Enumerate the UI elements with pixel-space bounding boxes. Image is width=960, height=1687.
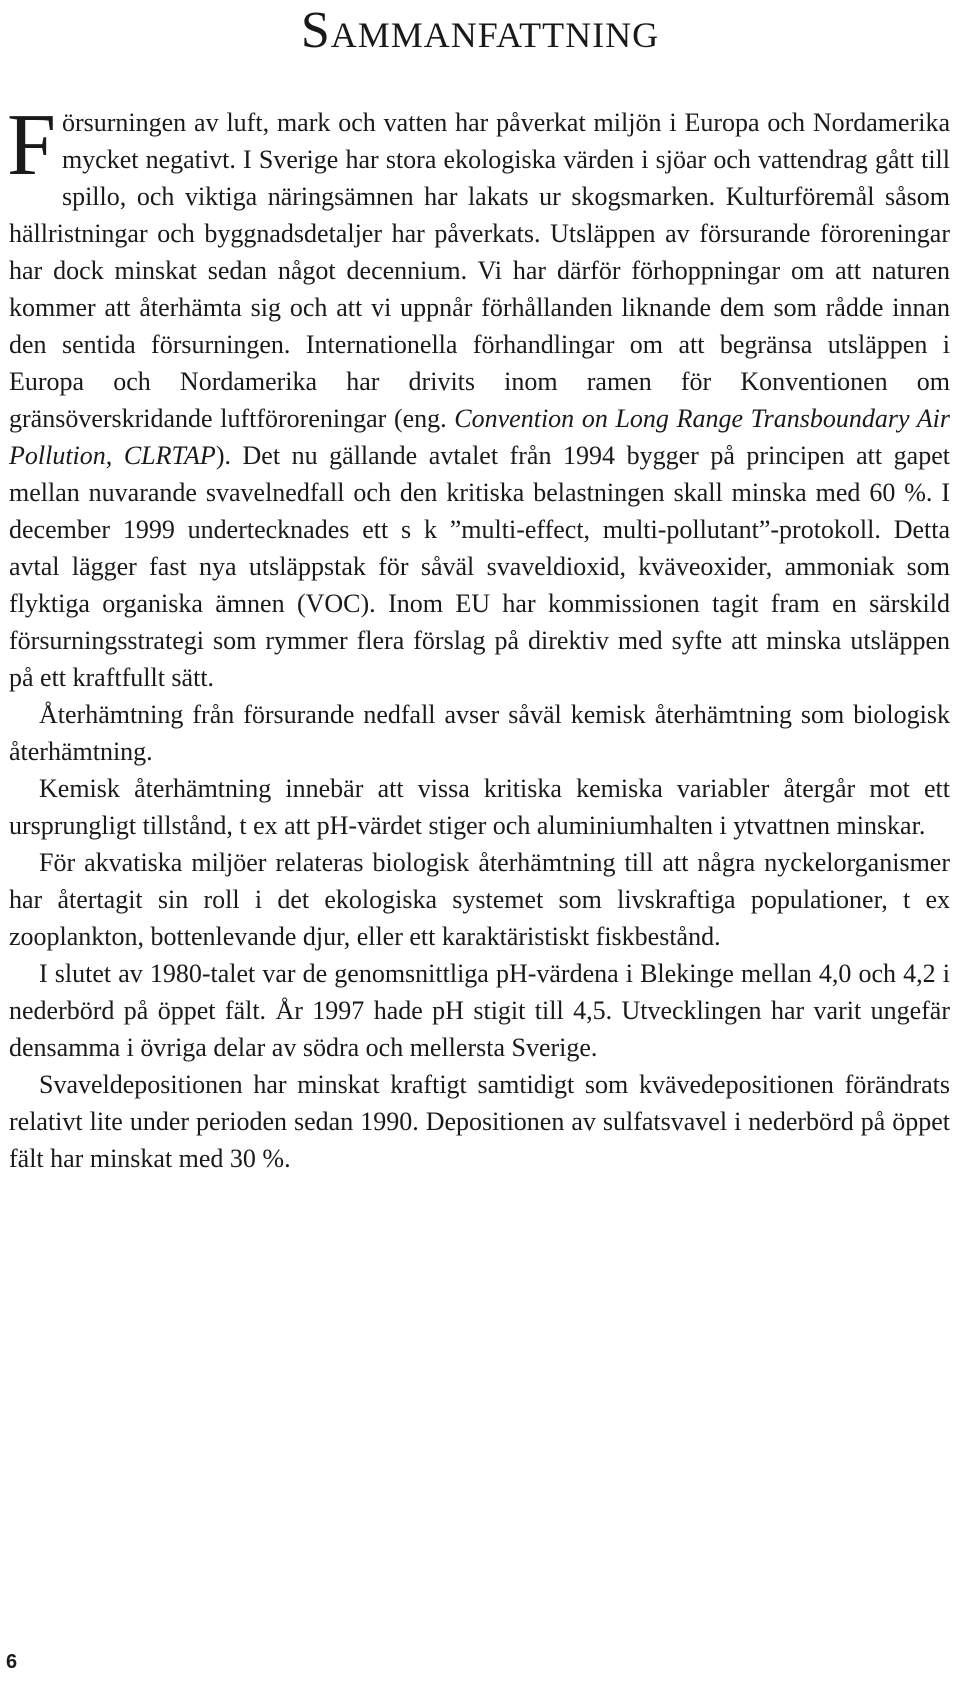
- paragraph-2: Återhämtning från försurande nedfall avser såväl kemisk återhämtning som biologisk återhämtning.: [9, 700, 950, 766]
- paragraph-4: För akvatiska miljöer relateras biologisk återhämtning till att några nyckelorganismer har återtagit sin roll i det ekologiska systemet som livskraftiga populationer, t ex zooplankton, bottenlevande djur, eller ett karaktäristiskt fiskbestånd.: [9, 848, 950, 951]
- page-number: 6: [6, 1651, 18, 1673]
- paragraph-1-text-a: örsurningen av luft, mark och vatten har påverkat miljön i Europa och Nordamerika mycket negativt. I Sverige har stora ekologiska värden i sjöar och vattendrag gått till spillo, och viktiga näringsämnen har lakats ur skogsmarken. Kulturföremål såsom hällristningar och byggnadsdetaljer har påverkats. Utsläppen av försurande föroreningar har dock minskat sedan något decennium. Vi har därför förhoppningar om att naturen kommer att återhämta sig och att vi uppnår förhållanden liknande dem som rådde innan den sentida försurningen. Internationella förhandlingar om att begränsa utsläppen i Europa och Nordamerika har drivits inom ramen för Konventionen om gränsöverskridande luftföroreningar (eng.: [9, 108, 950, 433]
- paragraph-6: Svaveldepositionen har minskat kraftigt samtidigt som kvävedepositionen förändrats relativt lite under perioden sedan 1990. Depositionen av sulfatsvavel i nederbörd på öppet fält har minskat med 30 %.: [9, 1070, 950, 1173]
- paragraph-1-text-b: ). Det nu gällande avtalet från 1994 bygger på principen att gapet mellan nuvarande svavelnedfall och den kritiska belastningen skall minska med 60 %. I december 1999 undertecknades ett s k ”multi-effect, multi-pollutant”-protokoll. Detta avtal lägger fast nya utsläppstak för såväl svaveldioxid, kväveoxider, ammoniak som flyktiga organiska ämnen (VOC). Inom EU har kommissionen tagit fram en särskild försurningsstrategi som rymmer flera förslag på direktiv med syfte att minska utsläppen på ett kraftfullt sätt.: [9, 441, 950, 692]
- paragraph-3: Kemisk återhämtning innebär att vissa kritiska kemiska variabler återgår mot ett ursprungligt tillstånd, t ex att pH-värdet stiger och aluminiumhalten i ytvattnen minskar.: [9, 774, 950, 840]
- drop-cap: F: [7, 97, 56, 194]
- paragraph-1: [7, 97, 950, 696]
- paragraph-5: I slutet av 1980-talet var de genomsnittliga pH-värdena i Blekinge mellan 4,0 och 4,2 i nederbörd på öppet fält. År 1997 hade pH stigit till 4,5. Utvecklingen har varit ungefär densamma i övriga delar av södra och mellersta Sverige.: [9, 959, 950, 1062]
- paragraph-1-italic: Convention on Long Range Transboundary Air Pollution, CLRTAP: [9, 404, 950, 470]
- page-title: Sammanfattning: [300, 2, 660, 59]
- body-text: [7, 97, 950, 1177]
